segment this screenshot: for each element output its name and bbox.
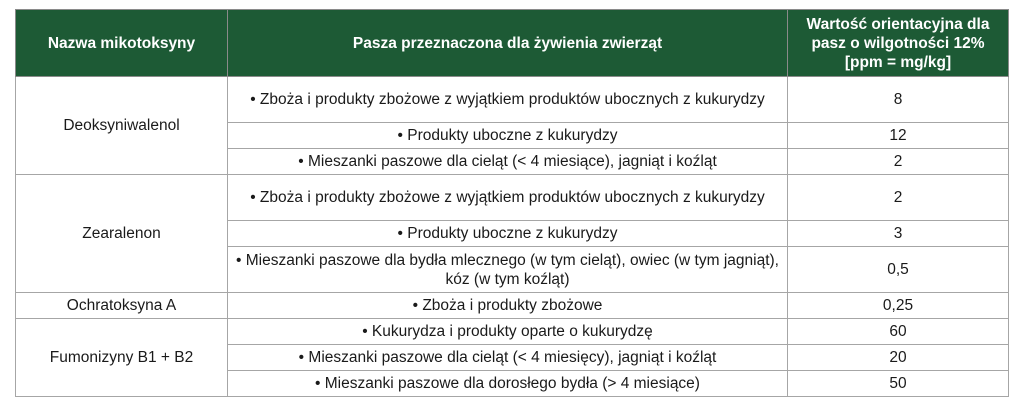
table-row bbox=[16, 175, 1009, 221]
mycotoxin-table bbox=[15, 9, 1009, 397]
feed-description: • Mieszanki paszowe dla bydła mlecznego (w tym cieląt), owiec (w tym jagniąt), kóz (w tym koźląt) bbox=[228, 247, 788, 293]
guidance-value: 8 bbox=[788, 77, 1009, 123]
feed-description: • Zboża i produkty zbożowe z wyjątkiem produktów ubocznych z kukurydzy bbox=[228, 77, 788, 123]
feed-description: • Mieszanki paszowe dla dorosłego bydła (> 4 miesiące) bbox=[228, 371, 788, 397]
mycotoxin-name: Ochratoksyna A bbox=[16, 293, 228, 319]
guidance-value: 2 bbox=[788, 175, 1009, 221]
header-feed: Pasza przeznaczona dla żywienia zwierząt bbox=[228, 10, 788, 77]
guidance-value: 60 bbox=[788, 319, 1009, 345]
feed-description: • Produkty uboczne z kukurydzy bbox=[228, 123, 788, 149]
guidance-value: 50 bbox=[788, 371, 1009, 397]
guidance-value: 3 bbox=[788, 221, 1009, 247]
feed-description: • Zboża i produkty zbożowe z wyjątkiem produktów ubocznych z kukurydzy bbox=[228, 175, 788, 221]
mycotoxin-name: Zearalenon bbox=[16, 175, 228, 293]
mycotoxin-name: Deoksyniwalenol bbox=[16, 77, 228, 175]
guidance-value: 12 bbox=[788, 123, 1009, 149]
feed-description: • Kukurydza i produkty oparte o kukurydzę bbox=[228, 319, 788, 345]
feed-description: • Mieszanki paszowe dla cieląt (< 4 miesiące), jagniąt i koźląt bbox=[228, 149, 788, 175]
feed-description: • Mieszanki paszowe dla cieląt (< 4 miesięcy), jagniąt i koźląt bbox=[228, 345, 788, 371]
feed-description: • Zboża i produkty zbożowe bbox=[228, 293, 788, 319]
table-row bbox=[16, 77, 1009, 123]
header-mycotoxin-name: Nazwa mikotoksyny bbox=[16, 10, 228, 77]
feed-description: • Produkty uboczne z kukurydzy bbox=[228, 221, 788, 247]
mycotoxin-name: Fumonizyny B1 + B2 bbox=[16, 319, 228, 397]
guidance-value: 0,5 bbox=[788, 247, 1009, 293]
table-row bbox=[16, 319, 1009, 345]
guidance-value: 20 bbox=[788, 345, 1009, 371]
table-header-row bbox=[16, 10, 1009, 77]
guidance-value: 0,25 bbox=[788, 293, 1009, 319]
guidance-value: 2 bbox=[788, 149, 1009, 175]
table-row bbox=[16, 293, 1009, 319]
header-guidance-value: Wartość orientacyjna dla pasz o wilgotności 12% [ppm = mg/kg] bbox=[788, 10, 1009, 77]
